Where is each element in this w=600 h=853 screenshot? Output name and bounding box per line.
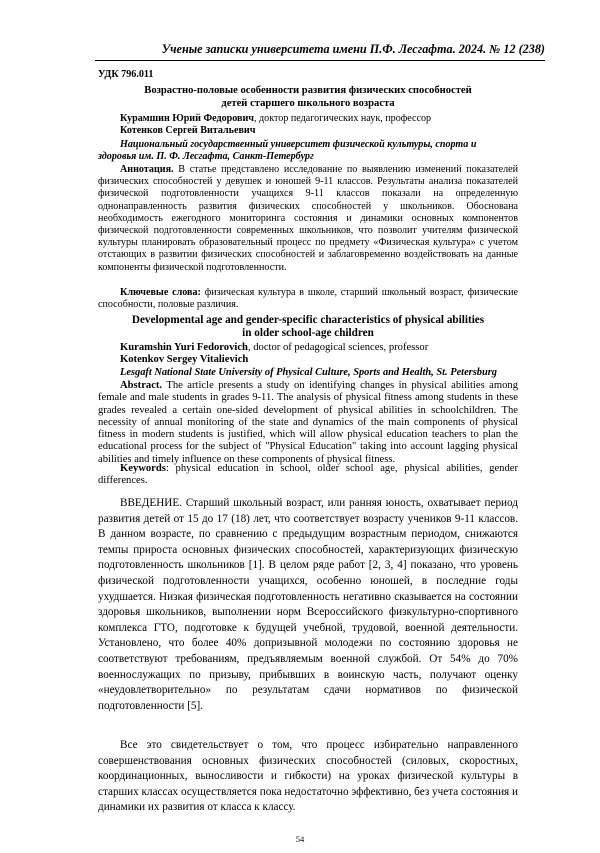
body-paragraph-2: [98, 738, 518, 816]
ru-author-2-name: Котенков Сергей Витальевич: [120, 125, 256, 137]
ru-affiliation-line-2: здоровья им. П. Ф. Лесгафта, Санкт-Петербург: [98, 151, 314, 163]
ru-title: [98, 85, 518, 110]
ru-author-1-role: , доктор педагогических наук, профессор: [254, 113, 432, 124]
en-author-1-name: Kuramshin Yuri Fedorovich: [120, 342, 248, 353]
ru-title-line-1: Возрастно-половые особенности развития физических способностей: [144, 85, 472, 96]
ru-author-1-name: Курамшин Юрий Федорович: [120, 113, 254, 124]
en-author-2-name: Kotenkov Sergey Vitalievich: [120, 354, 249, 366]
en-title-line-2: in older school-age children: [242, 327, 374, 340]
en-abstract-text: The article presents a study on identifying changes in physical abilities among female and male students in grades 9-11. The analysis of physical fitness among students in these grades revealed a certain one-sided development of physical abilities in schoolchildren. The necessity of annual monitoring of the state and dynamics of the main components of physical fitness in modern students is justified, which will allow physical education teachers to plan the educational process for the subject of "Physical Education" taking into account lagging physical abilities and timely influence on these components of physical fitness.: [98, 380, 518, 465]
udc-text: УДК 796.011: [98, 69, 154, 80]
udc-code: [98, 69, 518, 81]
en-title: [98, 314, 518, 341]
en-keywords-text: : physical education in school, older school age, physical abilities, gender differences.: [98, 463, 518, 487]
ru-keywords-text: физическая культура в школе, старший школьный возраст, физические способности, половые различия.: [98, 287, 518, 311]
body-paragraph-1-text: ВВЕДЕНИЕ. Старший школьный возраст, или ранняя юность, охватывает период развития детей от 15 до 17 (18) лет, что соответствует возрасту учеников 9-11 классов. В данном возрасте, по сравнению с предыдущим возрастным периодом, снижаются темпы прироста основных физических способностей, характеризующих физическую подготовленность школьников [1]. В целом ряде работ [2, 3, 4] показано, что уровень физической подготовленности учащихся, особенно юношей, в последние годы ухудшается. Низкая физическая подготовленность негативно сказывается на состоянии здоровья школьников, выполнении норм Всероссийского физкультурно-спортивного комплекса ГТО, подготовке к будущей учебной, трудовой, военной деятельности. Установлено, что более 40% допризывной молодежи по состоянию здоровья не соответствуют требованиям, предъявляемым военной службой. От 54% до 70% военнослужащих по призыву, прибывших в воинскую часть, получают оценку «неудовлетворительно» по результатам сдачи нормативов по физической подготовленности [5].: [98, 497, 518, 712]
ru-keywords-label: Ключевые слова:: [120, 287, 201, 298]
ru-authors: [98, 113, 518, 137]
body-paragraph-1: [98, 496, 518, 714]
en-title-line-1: Developmental age and gender-specific characteristics of physical abilities: [131, 314, 485, 326]
header-rule: [95, 60, 545, 61]
en-author-1-role: , doctor of pedagogical sciences, professor: [247, 342, 429, 353]
en-abstract-label: Abstract.: [120, 380, 163, 391]
ru-abstract-label: Аннотация.: [120, 164, 174, 175]
ru-keywords: [98, 287, 518, 311]
ru-affiliation: [98, 139, 518, 163]
ru-abstract-text: В статье представлено исследование по выявлению изменений показателей физических способностей у девушек и юношей 9-11 классов. Результаты анализа показателей физической подготовленности учащихся 9-11 классов показали на определенную однонаправленность развития физических способностей у школьников. Обоснована необходимость ежегодного мониторинга состояния и динамики основных компонентов физической подготовленности современных школьников, что позволит учителям физической культуры планировать образовательный процесс по предмету «Физическая культура» с учетом отстающих в развитии физических способностей и заблаговременно воздействовать на данные компоненты физической подготовленности.: [98, 164, 518, 273]
en-authors: [98, 342, 518, 367]
en-affiliation: [98, 367, 518, 379]
running-header: Ученые записки университета имени П.Ф. Лесгафта. 2024. № 12 (238): [161, 42, 545, 56]
ru-abstract: [98, 164, 518, 274]
ru-affiliation-line-1: Национальный государственный университет физической культуры, спорта и: [120, 139, 477, 150]
en-keywords: [98, 463, 518, 488]
body-paragraph-2-text: Все это свидетельствует о том, что процесс избирательно направленного совершенствования основных физических способностей (силовых, скоростных, координационных, выносливости и гибкости) на уроках физической культуры в старших классах осуществляется пока недостаточно эффективно, без учета состояния и динамики их развития от класса к классу.: [98, 739, 518, 814]
en-abstract: [98, 380, 518, 466]
en-affiliation-line: Lesgaft National State University of Physical Culture, Sports and Health, St. Petersburg: [120, 367, 497, 378]
page-number: 54: [295, 834, 305, 844]
en-keywords-label: Keywords: [120, 463, 166, 474]
ru-title-line-2: детей старшего школьного возраста: [221, 97, 395, 109]
